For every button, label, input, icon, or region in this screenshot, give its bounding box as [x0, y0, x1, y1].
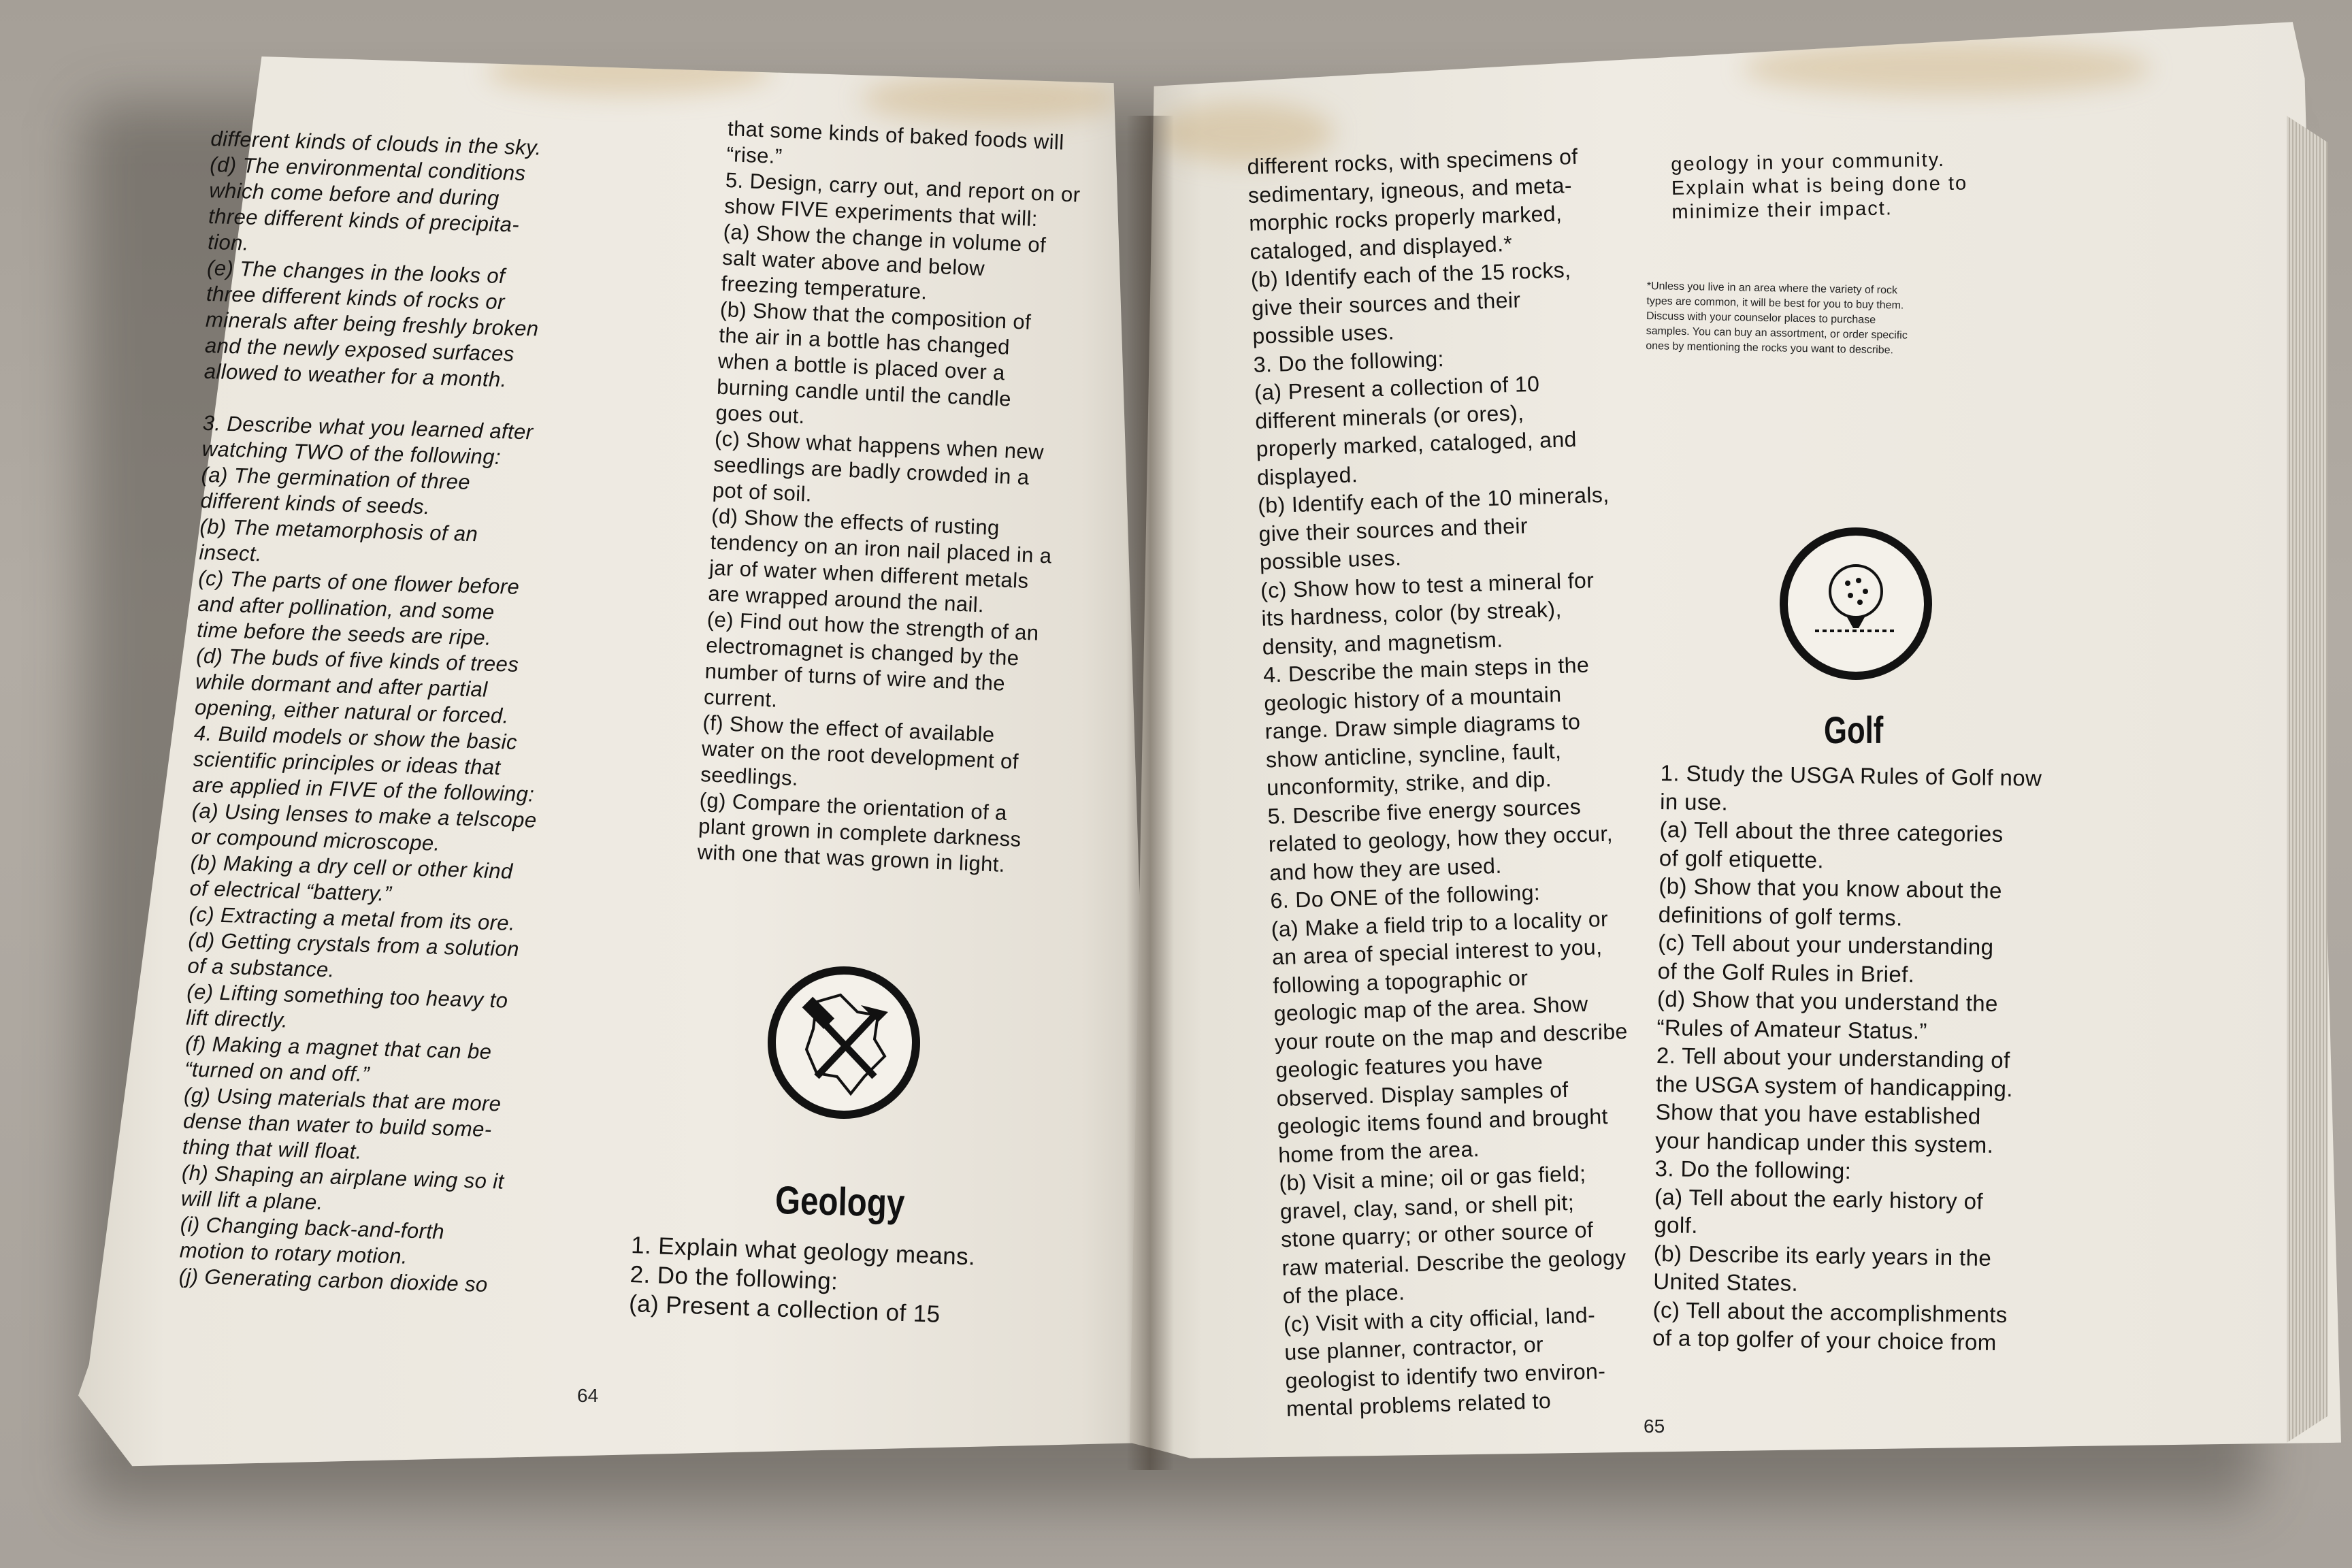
water-stain: [1742, 41, 2151, 95]
footnote: *Unless you live in an area where the variety of rock types are common, it will be best for you to buy them. Discuss with your counselor places to purchase samples. You can buy an assortment, or order specific ones by mentioning the rocks you want to describe.: [1646, 280, 1908, 357]
page-number-right: 65: [1644, 1416, 1665, 1437]
golf-badge-icon: [1780, 527, 1932, 680]
left-page-column-1: different kinds of clouds in the sky. (d) The environmental conditions which come before and during three different kinds of precipita- tion. (e) The changes in the looks of three different kinds of rocks or minerals after being freshly broken and the newly exposed surfaces allowed to weather for a month. 3. Describe what you learned after watching TWO of the following: (a) The germination of three different kinds of seeds. (b) The metamorphosis of an insect. (c) The parts of one flower before and after pollination, and some time before the seeds are ripe. (d) The buds of five kinds of trees while dormant and after partial opening, either natural or forced. 4. Build models or show the basic scientific principles or ideas that are applied in FIVE of the following: (a) Using lenses to make a telscope or compound microscope. (b) Making a dry cell or other kind of electrical “battery.” (c) Extracting a metal from its ore. (d) Getting crystals from a solution of a substance. (e) Lifting something too heavy to lift directly. (f) Making a magnet that can be “turned on and off.” (g) Using materials that are more dense than water to build some- thing that will float. (h) Shaping an airplane wing so it will lift a plane. (i) Changing back-and-forth motion to rotary motion. (j) Generating carbon dioxide so: [178, 126, 542, 1297]
geology-heading: Geology: [774, 1177, 906, 1226]
geology-requirements: 1. Explain what geology means. 2. Do the following: (a) Present a collection of 15: [628, 1231, 976, 1328]
golf-heading: Golf: [1824, 708, 1884, 751]
right-page-column-1: different rocks, with specimens of sedimentary, igneous, and meta- morphic rocks properly marked, cataloged, and displayed.* (b) Identify each of the 15 rocks, give their sources and their possible uses. 3. Do the following: (a) Present a collection of 10 different minerals (or ores), properly marked, cataloged, and displayed. (b) Identify each of the 10 minerals, give their sources and their possible uses. (c) Show how to test a mineral for its hardness, color (by streak), density, and magnetism. 4. Describe the main steps in the geologic history of a mountain range. Draw simple diagrams to show anticline, syncline, fault, unconformity, strike, and dip. 5. Describe five energy sources related to geology, how they occur, and how they are used. 6. Do ONE of the following: (a) Make a field trip to a locality or an area of special interest to you, following a topographic or geologic map of the area. Show your route on the map and describe geologic features you have observed. Display samples of geologic items found and brought home from the area. (b) Visit a mine; oil or gas field; gravel, clay, sand, or shell pit; stone quarry; or other source of raw material. Describe the geology of the place. (c) Visit with a city official, land- use planner, contractor, or geologist to identify two environ- mental problems related to: [1247, 144, 1629, 1422]
golf-requirements: 1. Study the USGA Rules of Golf now in use. (a) Tell about the three categories of golf etiquette. (b) Show that you know about the definitions of golf terms. (c) Tell about your understanding of the Golf Rules in Brief. (d) Show that you understand the “Rules of Amateur Status.” 2. Tell about your understanding of the USGA system of handicapping. Show that you have established your handicap under this system. 3. Do the following: (a) Tell about the early history of golf. (b) Describe its early years in the United States. (c) Tell about the accomplishments of a top golfer of your choice from: [1652, 760, 2042, 1355]
golf-ball-emblem-icon: [1788, 536, 1924, 672]
page-number-left: 64: [577, 1385, 599, 1406]
geology-emblem-icon: [776, 975, 912, 1111]
left-page-column-2: that some kinds of baked foods will “rise.” 5. Design, carry out, and report on or show FIVE experiments that will: (a) Show the change in volume of salt water above and below freezing temperature. (b) Show that the composition of the air in a bottle has changed when a bottle is placed over a burning candle until the candle goes out. (c) Show what happens when new seedlings are badly crowded in a pot of soil. (d) Show the effects of rusting tendency on an iron nail placed in a jar of water when different metals are wrapped around the nail. (e) Find out how the strength of an electromagnet is changed by the number of turns of wire and the current. (f) Show the effect of available water on the root development of seedlings. (g) Compare the orientation of a plant grown in complete darkness with one that was grown in light.: [696, 116, 1081, 877]
water-stain: [861, 75, 1120, 122]
geology-badge-icon: [768, 966, 920, 1119]
water-stain: [487, 48, 772, 95]
page-edges: [2287, 116, 2328, 1443]
book-gutter: [1126, 116, 1174, 1470]
right-page-column-2-top: geology in your community. Explain what is being done to minimize their impact.: [1671, 148, 1968, 223]
